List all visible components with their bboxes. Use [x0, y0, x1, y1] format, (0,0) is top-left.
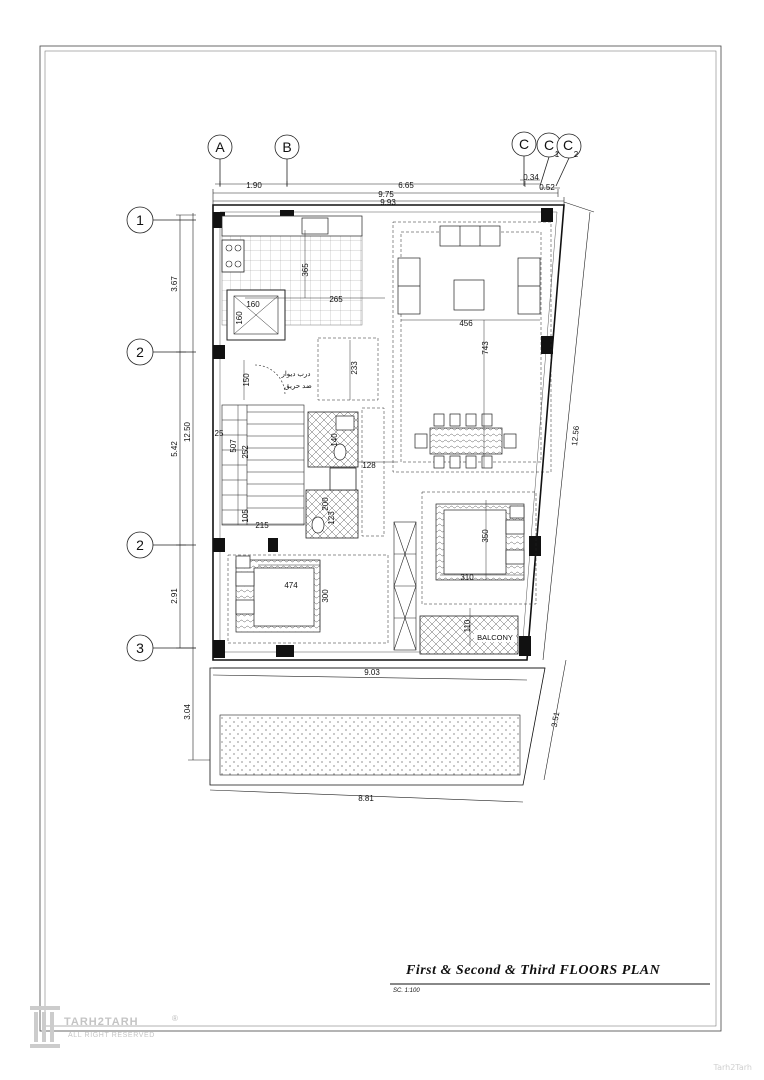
dim-left-1-2: 3.67	[170, 276, 179, 292]
stove	[222, 240, 244, 272]
closets	[394, 522, 416, 650]
dim-right-lower: 3.51	[549, 711, 562, 729]
row-axis-labels	[136, 212, 144, 656]
logo-subtitle: ALL RIGHT RESERVED	[68, 1032, 155, 1039]
axis-label-c1: C	[543, 137, 555, 153]
logo-name: TARH2TARH	[64, 1016, 139, 1028]
dim-top-total-1: 9.75	[378, 190, 394, 199]
bath-sink-1	[336, 416, 354, 430]
dim-living-456: 456	[459, 319, 473, 328]
dim-elevator-w: 160	[246, 300, 260, 309]
dim-wc-123: 123	[327, 511, 336, 525]
dim-bath-128: 128	[362, 461, 376, 470]
dim-bed2-350: 350	[481, 529, 490, 543]
dim-left-2-2: 5.42	[170, 441, 179, 457]
axis-label-c: C	[518, 136, 530, 152]
top-dimension-texts	[246, 173, 555, 207]
column-logo-icon	[28, 1002, 64, 1050]
dining-set	[415, 414, 516, 468]
dim-stair-507: 507	[229, 439, 238, 453]
dim-stair-150: 150	[242, 373, 251, 387]
fire-door-note-2: ضد حریق	[284, 383, 312, 390]
dim-wc-200: 200	[321, 497, 330, 511]
dim-top-bc: 6.65	[398, 181, 414, 190]
dim-kitchen-265: 265	[329, 295, 343, 304]
dim-elevator-h: 160	[235, 311, 244, 325]
bedroom-1-furniture	[236, 556, 320, 632]
dim-bath-140: 140	[330, 433, 339, 447]
dim-bed2-310: 310	[460, 573, 474, 582]
dim-left-3-end: 3.04	[183, 704, 192, 720]
shower-1	[330, 468, 356, 490]
dim-stair-252: 252	[241, 445, 250, 459]
dim-hall-233: 233	[350, 361, 359, 375]
toilet-2	[312, 517, 324, 533]
axis-label-b: B	[282, 139, 292, 155]
dim-top-ab: 1.90	[246, 181, 262, 190]
bedroom-2-furniture	[436, 504, 524, 580]
living-furniture	[398, 226, 540, 314]
dim-top-total-2: 9.93	[380, 198, 396, 207]
kitchen-counter	[222, 216, 362, 236]
dim-bed1-300: 300	[321, 589, 330, 603]
dim-stair-25: 25	[214, 429, 224, 438]
axis-label-a: A	[215, 139, 225, 155]
axis-label-2a: 2	[136, 344, 144, 360]
registered-mark: ®	[172, 1014, 178, 1023]
watermark: Tarh2Tarh	[713, 1063, 752, 1072]
axis-label-c1-sub: 1	[554, 150, 560, 159]
drawing-scale: SC. 1:100	[393, 988, 420, 994]
dim-bed1-474: 474	[284, 581, 298, 590]
axis-label-c2-sub: 2	[573, 150, 579, 159]
left-dimension-texts	[170, 276, 192, 720]
dim-right-total: 12.56	[569, 425, 582, 447]
dim-bottom-9-03: 9.03	[364, 668, 380, 677]
dim-left-total: 12.50	[183, 421, 192, 443]
dim-c-offset-2: 0.52	[539, 183, 555, 192]
dim-stair-105: 105	[241, 509, 250, 523]
dim-stair-215: 215	[255, 521, 269, 530]
brand-logo	[28, 1002, 178, 1052]
dim-bottom-8-81: 8.81	[358, 794, 374, 803]
fire-door-note-1: درب دیوار	[281, 371, 311, 378]
kitchen-sink	[302, 218, 328, 234]
axis-label-2b: 2	[136, 537, 144, 553]
dim-kitchen-365: 365	[301, 263, 310, 277]
dim-balcony-110: 110	[463, 619, 472, 633]
parking-hatched-area	[220, 715, 520, 775]
dim-living-743: 743	[481, 341, 490, 355]
axis-label-3: 3	[136, 640, 144, 656]
axis-label-c2: C	[562, 137, 574, 153]
dim-c-offset-1: 0.34	[523, 173, 539, 182]
axis-label-1: 1	[136, 212, 144, 228]
left-dimension-lines	[176, 213, 210, 760]
drawing-title: First & Second & Third FLOORS PLAN	[406, 963, 661, 978]
balcony-label: BALCONY	[477, 633, 513, 642]
dim-left-2-3: 2.91	[170, 588, 179, 604]
right-dimension-texts	[550, 425, 581, 728]
